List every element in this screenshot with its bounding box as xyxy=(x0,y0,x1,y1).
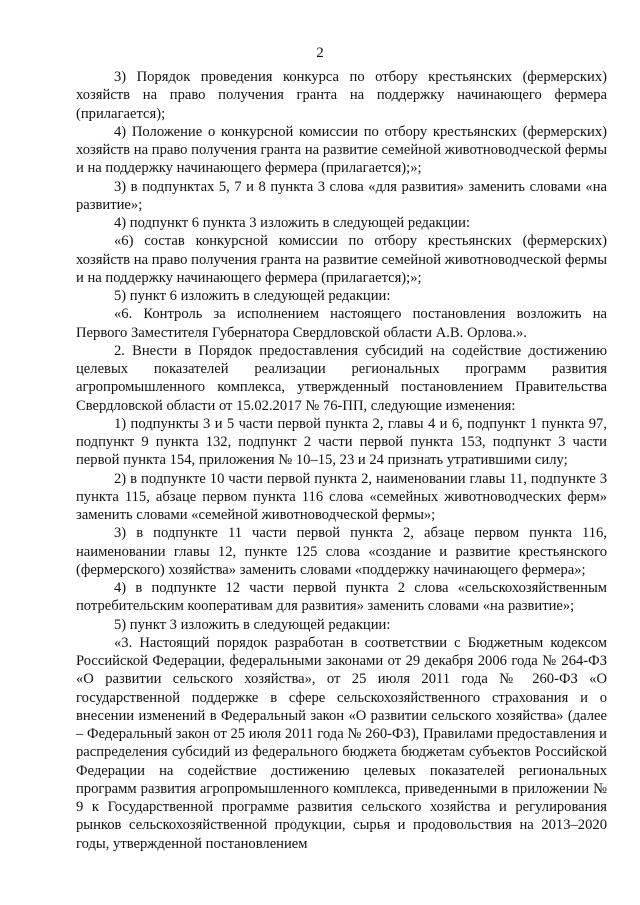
paragraph: 2) в подпункте 10 части первой пункта 2, наименовании главы 11, подпункте 3 пункта 115, абзаце первом пункта 116 слова «семейных животноводческих ферм» заменить словами «семейной животноводческой фермы»; xyxy=(76,470,607,523)
paragraph: 4) в подпункте 12 части первой пункта 2 слова «сельскохозяйственным потребительским кооперативам для развития» заменить словами «на развитие»; xyxy=(76,580,607,615)
paragraph: 4) Положение о конкурсной комиссии по отбору крестьянских (фермерских) хозяйств на право получения гранта на развитие семейной животноводческой фермы и на поддержку начинающего фермера (прилагается);»; xyxy=(76,123,607,177)
document-body xyxy=(76,68,607,853)
paragraph: 4) подпункт 6 пункта 3 изложить в следующей редакции: xyxy=(114,215,470,231)
paragraph: «6) состав конкурсной комиссии по отбору крестьянских (фермерских) хозяйств на право получения гранта на развитие семейной животноводческой фермы и на поддержку начинающего фермера (прилагается);»; xyxy=(76,233,607,286)
page-number: 2 xyxy=(316,45,324,61)
paragraph: 3) в подпункте 11 части первой пункта 2, абзаце первом пункта 116, наименовании главы 12, пункте 125 слова «создание и развитие крестьянского (фермерского) хозяйства» заменить словами «поддержку начинающего фермера»; xyxy=(76,525,607,578)
paragraph: 1) подпункты 3 и 5 части первой пункта 2, главы 4 и 6, подпункт 1 пункта 97, подпункт 9 пункта 132, подпункт 2 части первой пункта 153, подпункт 3 части первой пункта 154, приложения № 10–15, 23 и 24 признать утратившими силу; xyxy=(76,415,607,469)
paragraph: 3) в подпунктах 5, 7 и 8 пункта 3 слова «для развития» заменить словами «на развитие»; xyxy=(76,178,607,213)
paragraph: 5) пункт 6 изложить в следующей редакции: xyxy=(114,288,391,304)
paragraph: «6. Контроль за исполнением настоящего постановления возложить на Первого Заместителя Губернатора Свердловской области А.В. Орлова.». xyxy=(76,306,607,341)
paragraph: 2. Внести в Порядок предоставления субсидий на содействие достижению целевых показателей реализации региональных программ развития агропромышленного комплекса, утвержденный постановлением Правительства Свердловской области от 15.02.2017 № 76-ПП, следующие изменения: xyxy=(76,342,607,414)
paragraph: 3) Порядок проведения конкурса по отбору крестьянских (фермерских) хозяйств на право получения гранта на поддержку начинающего фермера (прилагается); xyxy=(76,69,607,122)
paragraph: 5) пункт 3 изложить в следующей редакции: xyxy=(114,616,391,633)
paragraph: «3. Настоящий порядок разработан в соответствии с Бюджетным кодексом Российской Федерации, федеральными законами от 29 декабря 2006 года № 264-ФЗ «О развитии сельского хозяйства», от 25 июля 2011 года № 260-ФЗ «О государственной поддержке в сфере сельскохозяйственного страхования и о внесении изменений в Федеральный закон «О развитии сельского хозяйства» (далее – Федеральный закон от 25 июля 2011 года № 260-ФЗ), Правилами предоставления и распределения субсидий из федерального бюджета бюджетам субъектов Российской Федерации на содействие достижению целевых показателей региональных программ развития агропромышленного комплекса, приведенными в приложении № 9 к Государственной программе развития сельского хозяйства и регулирования рынков сельскохозяйственной продукции, сырья и продовольствия на 2013–2020 годы, утвержденной постановлением xyxy=(76,634,607,852)
